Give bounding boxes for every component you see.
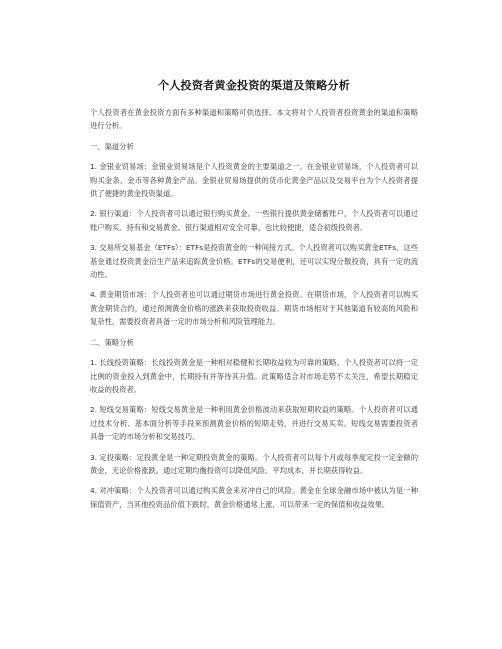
document-title: 个人投资者黄金投资的渠道及策略分析 — [157, 79, 351, 92]
channel-item-4: 4. 黄金期货市场：个人投资者也可以通过期货市场进行黄金投资。在期货市场，个人投资者可以购买黄金期货合约，通过预测黄金价格的涨跌来获取投资收益。期货市场相对于其他渠道有较高的风险和复杂性，需要投资者具备一定的市场分析和风险管理能力。 — [90, 290, 418, 327]
channel-item-3: 3. 交易所交易基金（ETFs）：ETFs是投资黄金的一种间接方式。个人投资者可以购买黄金ETFs，这些基金通过投资黄金衍生产品来追踪黄金价格。ETFs的交易便利，还可以实现分散投资，具有一定的流动性。 — [90, 243, 418, 280]
channel-item-2: 2. 银行渠道：个人投资者可以通过银行购买黄金。一些银行提供黄金储蓄账户，个人投资者可以通过账户购买、持有和交易黄金。银行渠道相对安全可靠，也比较便捷，适合初级投资者。 — [90, 209, 418, 232]
strategy-item-1: 1. 长线投资策略：长线投资黄金是一种相对稳健和长期收益较为可靠的策略。个人投资者可以将一定比例的资金投入到黄金中，长期持有并等待其升值。此策略适合对市场走势不太关注，希望长期稳定收益的投资者。 — [90, 358, 418, 394]
intro-paragraph: 个人投资者在黄金投资方面有多种渠道和策略可供选择。本文将对个人投资者投资黄金的渠道和策略进行分析。 — [90, 108, 418, 131]
strategy-item-4: 4. 对冲策略：个人投资者可以通过购买黄金来对冲自己的风险。黄金在全球金融市场中被认为是一种保值资产，当其他投资品价值下跌时，黄金价格通常上涨，可以带来一定的保值和收益效果。 — [90, 486, 418, 509]
strategy-item-2: 2. 短线交易策略：短线交易黄金是一种利用黄金价格波动来获取短期收益的策略。个人投资者可以通过技术分析、基本面分析等手段来预测黄金价格的短期走势，并进行交易买卖。短线交易需要投资者具备一定的市场分析和交易技巧。 — [90, 405, 418, 442]
strategy-item-3: 3. 定投策略：定投黄金是一种定期投资黄金的策略。个人投资者可以每个月或每季度定投一定金额的黄金，无论价格涨跌。通过定期均衡投资可以降低风险、平均成本，并长期获得收益。 — [90, 452, 418, 475]
section-heading-strategies: 二、策略分析 — [90, 337, 134, 347]
channel-item-1: 1. 金银业贸易场：金银业贸易场是个人投资黄金的主要渠道之一。在金银业贸易场，个人投资者可以购买金条、金币等各种黄金产品。金银业贸易场提供的货币化黄金产品以及交易平台为个人投资者提供了便捷的黄金投资渠道。 — [90, 162, 418, 199]
section-heading-channels: 一、渠道分析 — [90, 141, 134, 151]
